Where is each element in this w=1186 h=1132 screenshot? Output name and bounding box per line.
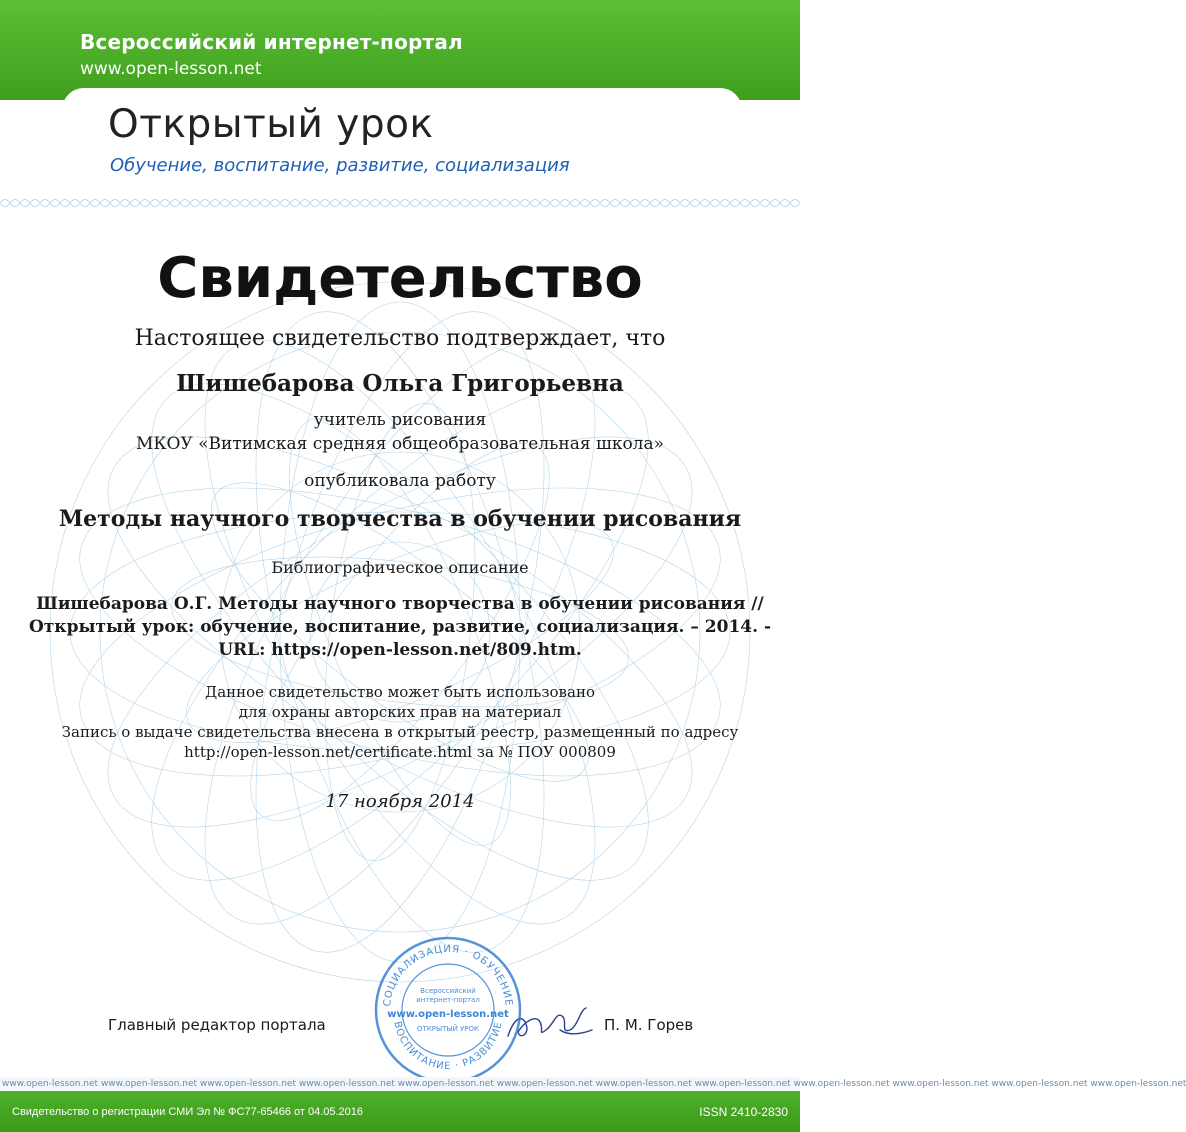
stamp-url: www.open-lesson.net bbox=[387, 1009, 509, 1020]
portal-title: Всероссийский интернет-портал bbox=[80, 30, 463, 54]
person-position: учитель рисования bbox=[313, 410, 487, 430]
signer-role: Главный редактор портала bbox=[108, 1016, 326, 1034]
stamp-inner-line-1: Всероссийский bbox=[420, 987, 476, 995]
work-title: Методы научного творчества в обучении рисования bbox=[58, 506, 742, 532]
note-line: Данное свидетельство может быть использовано bbox=[205, 683, 595, 701]
logo-subtitle: Обучение, воспитание, развитие, социализация bbox=[110, 155, 570, 176]
school-name: МКОУ «Витимская средняя общеобразовательная школа» bbox=[135, 434, 665, 454]
registry-url-line[interactable]: http://open-lesson.net/certificate.html за № ПОУ 000809 bbox=[184, 743, 616, 761]
footer-url-repeat: www.open-lesson.net www.open-lesson.net www.open-lesson.net www.open-lesson.net www.open-lesson.net www.open-lesson.net www.open-lesson.net www.open-lesson.net www.open-lesson.net www.open-lesson.net www.open-lesson.net www.open-lesson.net bbox=[2, 1079, 1186, 1089]
bibliography-url-line[interactable]: URL: https://open-lesson.net/809.htm. bbox=[218, 640, 582, 660]
logo-title: Открытый урок bbox=[108, 102, 434, 147]
issn-text: ISSN 2410-2830 bbox=[699, 1105, 788, 1119]
confirm-line: Настоящее свидетельство подтверждает, что bbox=[134, 326, 666, 351]
footer-url-strip bbox=[0, 1077, 1186, 1091]
stamp-inner-bottom: ОТКРЫТЫЙ УРОК bbox=[416, 1025, 480, 1033]
published-line: опубликовала работу bbox=[304, 471, 496, 491]
portal-url[interactable]: www.open-lesson.net bbox=[80, 59, 262, 79]
stamp-inner-line-2: интернет-портал bbox=[416, 996, 480, 1004]
registration-text: Свидетельство о регистрации СМИ Эл № ФС77-65466 от 04.05.2016 bbox=[12, 1106, 364, 1118]
official-stamp bbox=[368, 935, 528, 1085]
bibliography-line: Открытый урок: обучение, воспитание, развитие, социализация. – 2014. - bbox=[28, 617, 772, 637]
certificate-title: Свидетельство bbox=[157, 246, 643, 311]
guilloche-top-band bbox=[0, 196, 800, 210]
stamp-top-text: СОЦИАЛИЗАЦИЯ · ОБУЧЕНИЕ bbox=[382, 943, 514, 1008]
bibliography-line: Шишебарова О.Г. Методы научного творчества в обучении рисования // bbox=[36, 594, 764, 614]
note-line: Запись о выдаче свидетельства внесена в открытый реестр, размещенный по адресу bbox=[61, 723, 739, 741]
signer-name: П. М. Горев bbox=[604, 1016, 694, 1034]
stamp-bottom-text: ВОСПИТАНИЕ · РАЗВИТИЕ bbox=[391, 1020, 505, 1073]
bibliography-label: Библиографическое описание bbox=[271, 558, 529, 577]
person-name: Шишебарова Ольга Григорьевна bbox=[176, 370, 624, 397]
note-line: для охраны авторских прав на материал bbox=[238, 703, 562, 721]
issue-date: 17 ноября 2014 bbox=[325, 791, 475, 812]
